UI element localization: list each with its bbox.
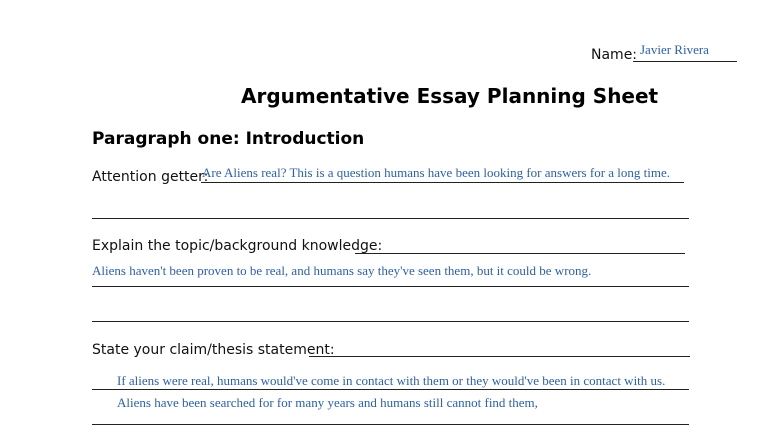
section-heading: Paragraph one: Introduction <box>92 129 365 149</box>
attention-label: Attention getter: <box>92 169 209 185</box>
attention-line <box>201 182 684 183</box>
claim-answer-1[interactable]: If aliens were real, humans would've come in contact with them or they would've been in contact with us. <box>117 373 666 388</box>
claim-line-2 <box>92 389 689 390</box>
topic-line <box>355 253 685 254</box>
name-line <box>633 61 737 62</box>
claim-line-3 <box>92 424 689 425</box>
topic-label: Explain the topic/background knowledge: <box>92 238 383 254</box>
page-title: Argumentative Essay Planning Sheet <box>241 84 659 108</box>
claim-answer-2[interactable]: Aliens have been searched for for many years and humans still cannot find them, <box>117 395 538 410</box>
topic-answer[interactable]: Aliens haven't been proven to be real, and humans say they've seen them, but it could be wrong. <box>92 263 592 278</box>
topic-line-3 <box>92 321 689 322</box>
topic-line-2 <box>92 286 689 287</box>
name-label: Name: <box>591 47 638 63</box>
claim-line <box>309 356 690 357</box>
attention-line-2 <box>92 218 689 219</box>
attention-answer[interactable]: Are Aliens real? This is a question humans have been looking for answers for a long time. <box>202 165 671 180</box>
claim-label: State your claim/thesis statement: <box>92 342 335 358</box>
name-value[interactable]: Javier Rivera <box>640 42 709 57</box>
